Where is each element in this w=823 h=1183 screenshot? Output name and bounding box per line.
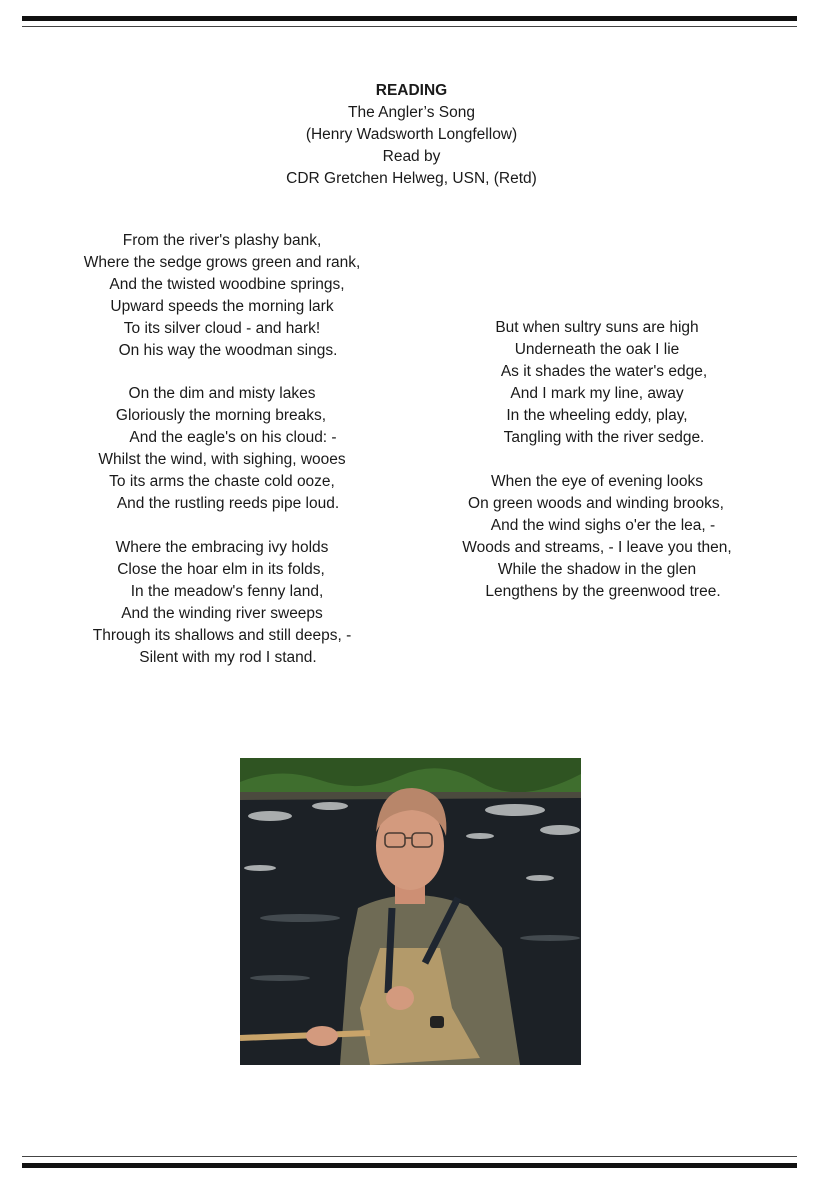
poem-line: But when sultry suns are high <box>495 319 699 336</box>
poem-line: And the winding river sweeps <box>121 605 323 622</box>
poem-line: On green woods and winding brooks, <box>468 495 724 512</box>
poem-line: Whilst the wind, with sighing, wooes <box>98 451 346 468</box>
poem-line: Tangling with the river sedge. <box>503 429 705 446</box>
left-hand <box>306 1026 338 1046</box>
poem-title: The Angler’s Song <box>348 104 475 121</box>
poem-line: While the shadow in the glen <box>497 561 697 578</box>
poem-line: To its silver cloud - and hark! <box>123 320 321 337</box>
poem-line: Underneath the oak I lie <box>514 341 680 358</box>
poem-line: Upward speeds the morning lark <box>110 298 334 315</box>
bottom-rule-thin <box>22 1156 797 1157</box>
poem-line: And I mark my line, away <box>510 385 684 402</box>
poem-line: Close the hoar elm in its folds, <box>117 561 325 578</box>
poem-line: In the wheeling eddy, play, <box>506 407 688 424</box>
poem-line: And the twisted woodbine springs, <box>109 276 345 293</box>
reader-name: CDR Gretchen Helweg, USN, (Retd) <box>286 170 537 187</box>
poem-line: Where the sedge grows green and rank, <box>83 254 361 271</box>
poem-author: (Henry Wadsworth Longfellow) <box>305 126 518 143</box>
bottom-rule-thick <box>22 1163 797 1168</box>
poem-line: And the rustling reeds pipe loud. <box>116 495 340 512</box>
poem-line: When the eye of evening looks <box>491 473 703 490</box>
section-title: READING <box>375 82 448 99</box>
angler-photo <box>240 758 581 1065</box>
poem-line: To its arms the chaste cold ooze, <box>109 473 335 490</box>
poem-line: Lengthens by the greenwood tree. <box>485 583 721 600</box>
poem-line: And the eagle's on his cloud: - <box>129 429 337 446</box>
poem-line: On his way the woodman sings. <box>118 342 338 359</box>
right-hand <box>386 986 414 1010</box>
poem-line: Where the embracing ivy holds <box>115 539 329 556</box>
top-rule-thin <box>22 26 797 27</box>
poem-line: Gloriously the morning breaks, <box>115 407 327 424</box>
reading-header <box>0 80 823 190</box>
poem-line: In the meadow's fenny land, <box>130 583 324 600</box>
top-rule-thick <box>22 16 797 21</box>
poem-line: Woods and streams, - I leave you then, <box>462 539 732 556</box>
poem-line: And the wind sighs o'er the lea, - <box>490 517 716 534</box>
read-by-label: Read by <box>382 148 441 165</box>
poem-line: From the river's plashy bank, <box>122 232 322 249</box>
poem-line: Silent with my rod I stand. <box>139 649 317 666</box>
poem-line: As it shades the water's edge, <box>500 363 708 380</box>
poem-line: On the dim and misty lakes <box>128 385 316 402</box>
poem-line: Through its shallows and still deeps, - <box>92 627 352 644</box>
